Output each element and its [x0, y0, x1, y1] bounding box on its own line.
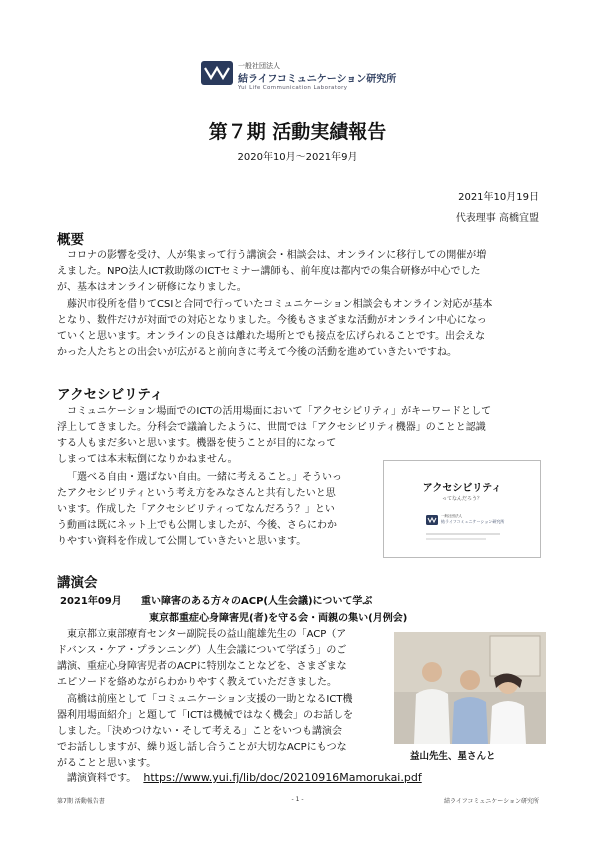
section-heading-overview: 概要	[57, 232, 84, 248]
text-line: 藤沢市役所を借りてCSIと合同で行っていたコミュニケーション相談会もオンライン対応が基本	[67, 299, 493, 310]
lecture-paragraph-1	[57, 627, 387, 691]
overview-paragraph-1	[57, 248, 547, 296]
event-title-1: 重い障害のある方々のACP(人生会議)について学ぶ	[141, 596, 373, 607]
footer-left: 第7期 活動報告書	[57, 798, 105, 805]
text-line: エピソードを絡めながらわかりやすく教えていただきました。	[57, 677, 337, 688]
text-line: りやすい資料を作成して公開していきたいと思います。	[57, 536, 307, 547]
logo-org-name: 結ライフコミュニケーション研究所	[238, 74, 397, 85]
text-line: コロナの影響を受け、人が集まって行う講演会・相談会は、オンラインに移行しての開催が増	[67, 250, 487, 261]
logo-org-en: Yui Life Communication Laboratory	[238, 85, 348, 91]
text-line: となり、数件だけが対面での対応となりました。今後もさまざまな活動がオンライン中心になっ	[57, 315, 487, 326]
text-line: 器利用場面紹介」と題して「ICTは機械ではなく機会」のお話しを	[57, 710, 354, 721]
text-line: えました。NPO法人ICT救助隊のICTセミナー講師も、前年度は都内での集合研修が中心でした	[57, 266, 481, 277]
accessibility-paragraph-1	[57, 404, 547, 468]
report-author: 代表理事 高橋宜盟	[455, 213, 539, 224]
text-line: がることと思います。	[57, 758, 157, 769]
overview-paragraph-2	[57, 297, 547, 361]
accessibility-paragraph-2	[57, 470, 377, 550]
page-title: 第７期 活動実績報告	[208, 121, 387, 143]
logo-org-type: 一般社団法人	[238, 62, 280, 70]
report-date: 2021年10月19日	[458, 192, 539, 203]
text-line: う動画は既にネット上でも公開しましたが、今後、さらにわか	[57, 520, 337, 531]
text-line: ていくと思います。オンラインの良さは離れた場所とでも接点を広げられることです。出会えな	[57, 331, 486, 342]
logo-mark-icon	[200, 60, 234, 86]
footer-right: 結ライフコミュニケーション研究所	[444, 798, 539, 805]
text-line: が、基本はオンライン研修になりました。	[57, 282, 247, 293]
text-line: 講演、重症心身障害児者のACPに特別なことなどを、さまざまな	[57, 661, 347, 672]
text-line: たアクセシビリティという考え方をみなさんと共有したいと思	[57, 488, 336, 499]
event-date: 2021年09月	[60, 596, 122, 607]
text-line: かった人たちとの出会いが広がると前向きに考えて今後の活動を進めていきたいですね。	[57, 347, 457, 358]
event-title-2: 東京都重症心身障害児(者)を守る会・両親の集い(月例会)	[149, 613, 408, 624]
material-link[interactable]: https://www.yui.fj/lib/doc/20210916Mamorukai.pdf	[143, 771, 422, 784]
org-logo	[200, 58, 400, 98]
material-label: 講演資料です。	[67, 773, 137, 784]
text-line: 「選べる自由・選ばない自由。一緒に考えること。」そういっ	[67, 472, 342, 483]
text-line: しました。「決めつけない・そして考える」ことをいつも講演会	[57, 726, 342, 737]
text-line: 浮上してきました。分科会で議論したように、世間では「アクセシビリティ機器」のことと認識	[57, 422, 486, 433]
slide-org-name: 結ライフコミュニケーション研究所	[441, 519, 505, 524]
text-line: しまっては本末転倒になりかねません。	[57, 454, 238, 465]
slide-divider	[426, 538, 486, 540]
accessibility-video-thumbnail[interactable]	[383, 460, 541, 558]
slide-subtitle: ってなんだろう？	[441, 496, 482, 502]
text-line: する人もまだ多いと思います。機器を使うことが目的になって	[57, 438, 337, 449]
text-line: います。作成した「アクセシビリティってなんだろう？」とい	[57, 504, 335, 515]
text-line: 東京都立東部療育センター副院長の益山龍雄先生の「ACP（ア	[67, 629, 347, 640]
section-heading-lecture: 講演会	[57, 575, 98, 591]
section-heading-accessibility: アクセシビリティ	[57, 387, 164, 403]
report-period: 2020年10月〜2021年9月	[237, 152, 358, 163]
slide-org-type: 一般社団法人	[441, 514, 462, 518]
photo-image	[394, 632, 546, 744]
slide-divider	[426, 533, 500, 535]
lecture-photo	[394, 632, 546, 744]
text-line: でお話ししますが、繰り返し話し合うことが大切なACPにもつな	[57, 742, 347, 753]
lecture-material	[67, 770, 422, 787]
lecture-paragraph-2	[57, 692, 387, 772]
photo-caption: 益山先生、星さんと	[410, 751, 496, 762]
text-line: ドバンス・ケア・プランニング）人生会議について学ぼう」のご	[57, 645, 347, 656]
text-line: コミュニケーション場面でのICTの活用場面において「アクセシビリティ」がキーワードとして	[67, 406, 492, 417]
text-line: 高橋は前座として「コミュニケーション支援の一助となるICT機	[67, 694, 353, 705]
slide-logo-icon	[426, 515, 438, 525]
slide-title: アクセシビリティ	[422, 483, 502, 494]
page-number: - 1 -	[291, 796, 304, 803]
